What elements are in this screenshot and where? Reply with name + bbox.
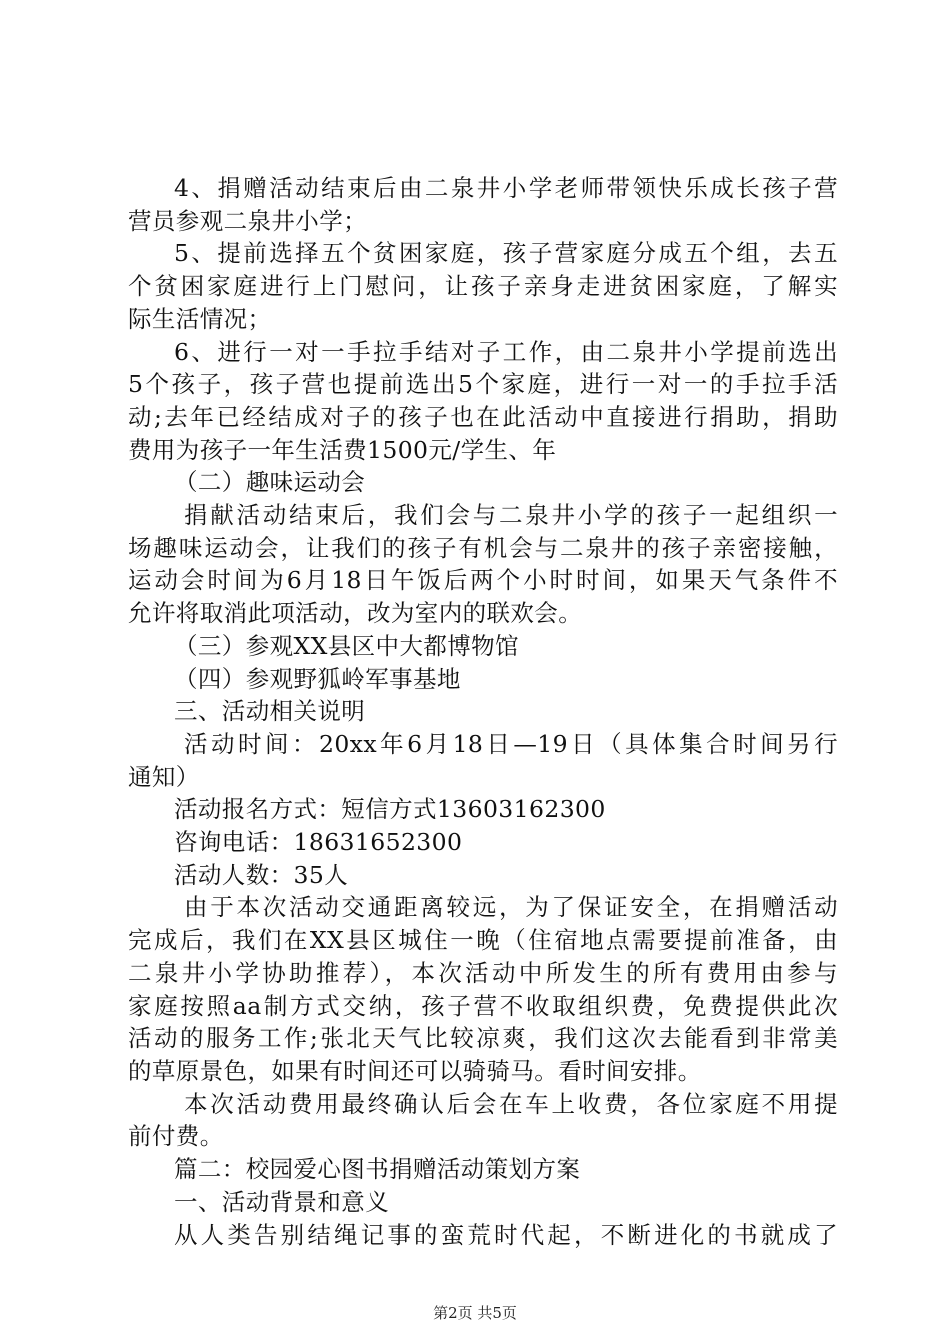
participants-line: 活动人数：35人	[174, 860, 349, 889]
paragraph-line: 由于本次活动交通距离较远，为了保证安全，在捐赠活动	[184, 893, 838, 922]
section-heading: 一、活动背景和意义	[174, 1187, 390, 1216]
paragraph-line: 通知）	[128, 762, 200, 791]
paragraph-line: 6、进行一对一手拉手结对子工作，由二泉井小学提前选出	[174, 337, 838, 366]
paragraph-line: 动;去年已经结成对子的孩子也在此活动中直接进行捐助，捐助	[128, 402, 838, 431]
paragraph-line: 际生活情况；	[128, 304, 272, 333]
paragraph-line: 5个孩子，孩子营也提前选出5个家庭，进行一对一的手拉手活	[128, 370, 838, 399]
paragraph-line: 从人类告别结绳记事的蛮荒时代起，不断进化的书就成了	[174, 1220, 838, 1249]
paragraph-line: 二泉井小学协助推荐），本次活动中所发生的所有费用由参与	[128, 958, 838, 987]
paragraph-line: 场趣味运动会，让我们的孩子有机会与二泉井的孩子亲密接触，	[128, 533, 838, 562]
paragraph-line: 完成后，我们在XX县区城住一晚（住宿地点需要提前准备，由	[128, 926, 838, 955]
document-body	[128, 172, 838, 1251]
page-footer: 第2页 共5页	[433, 1304, 517, 1322]
paragraph-line: 4、捐赠活动结束后由二泉井小学老师带领快乐成长孩子营	[174, 174, 838, 202]
paragraph-line: 活动时间：20xx年6月18日—19日（具体集合时间另行	[184, 729, 838, 758]
paragraph-line: 前付费。	[128, 1122, 224, 1151]
paragraph-line: 个贫困家庭进行上门慰问，让孩子亲身走进贫困家庭，了解实	[128, 272, 838, 301]
paragraph-line: 家庭按照aa制方式交纳，孩子营不收取组织费，免费提供此次	[128, 991, 838, 1020]
section-heading: （三）参观XX县区中大都博物馆	[174, 631, 519, 660]
chapter-title: 篇二：校园爱心图书捐赠活动策划方案	[174, 1155, 581, 1184]
paragraph-line: 允许将取消此项活动，改为室内的联欢会。	[128, 599, 583, 628]
paragraph-line: 的草原景色，如果有时间还可以骑骑马。看时间安排。	[128, 1056, 702, 1085]
paragraph-line: 营员参观二泉井小学；	[128, 206, 367, 235]
paragraph-line: 费用为孩子一年生活费1500元/学生、年	[128, 435, 557, 464]
paragraph-line: 本次活动费用最终确认后会在车上收费，各位家庭不用提	[184, 1089, 838, 1118]
paragraph-line: 5、提前选择五个贫困家庭，孩子营家庭分成五个组，去五	[174, 239, 838, 268]
section-heading: （二）趣味运动会	[174, 468, 366, 497]
paragraph-line: 捐献活动结束后，我们会与二泉井小学的孩子一起组织一	[184, 501, 838, 530]
registration-line: 活动报名方式：短信方式13603162300	[174, 795, 606, 824]
phone-line: 咨询电话：18631652300	[174, 828, 463, 857]
paragraph-line: 活动的服务工作;张北天气比较凉爽，我们这次去能看到非常美	[128, 1024, 838, 1053]
section-heading: 三、活动相关说明	[174, 697, 366, 726]
section-heading: （四）参观野狐岭军事基地	[174, 664, 461, 693]
paragraph-line: 运动会时间为6月18日午饭后两个小时时间，如果天气条件不	[128, 566, 838, 595]
